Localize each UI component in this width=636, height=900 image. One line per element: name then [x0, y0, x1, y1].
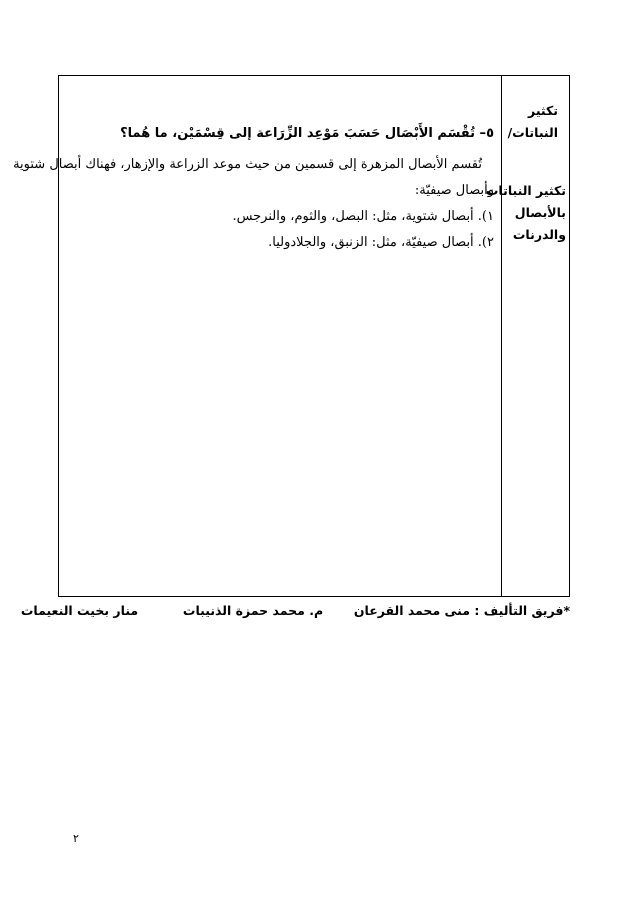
page-number: ٢: [73, 832, 79, 845]
list-item: ٢). أبصال صيفيّة، مثل: الزنبق، والجلادوليا.: [268, 235, 494, 250]
column-divider: [501, 75, 502, 597]
answer-line: وأبصال صيفيّة:: [414, 183, 494, 198]
authors-label: *فريق التأليف : منى محمد القرعان: [353, 603, 570, 618]
list-item: ١). أبصال شتوية، مثل: البصل، والثوم، والنرجس.: [232, 209, 494, 224]
topic-line: بالأبصال: [514, 205, 566, 220]
topic-label-bulbs: [486, 180, 566, 246]
topic-line: تكثير: [528, 103, 558, 118]
author-name: م. محمد حمزة الذنيبات: [182, 603, 324, 618]
topic-line: والدرنات: [512, 227, 566, 242]
topic-line: النباتات/: [507, 125, 558, 140]
answer-paragraph: [13, 152, 494, 256]
authors-footer: [20, 603, 570, 618]
question-title: ٥– تُقْسَم الأَبْصَال حَسَبَ مَوْعِد الزِّرَاعة إلى قِسْمَيْن، ما هُما؟: [120, 126, 494, 141]
topic-label-propagation: [498, 100, 558, 144]
topic-line: تكثير النباتات: [485, 183, 566, 198]
author-name: منار بخيت النعيمات: [20, 603, 139, 618]
answer-line: تُقسم الأبصال المزهرة إلى قسمين من حيث موعد الزراعة والإزهار، فهناك أبصال شتوية: [13, 157, 482, 172]
